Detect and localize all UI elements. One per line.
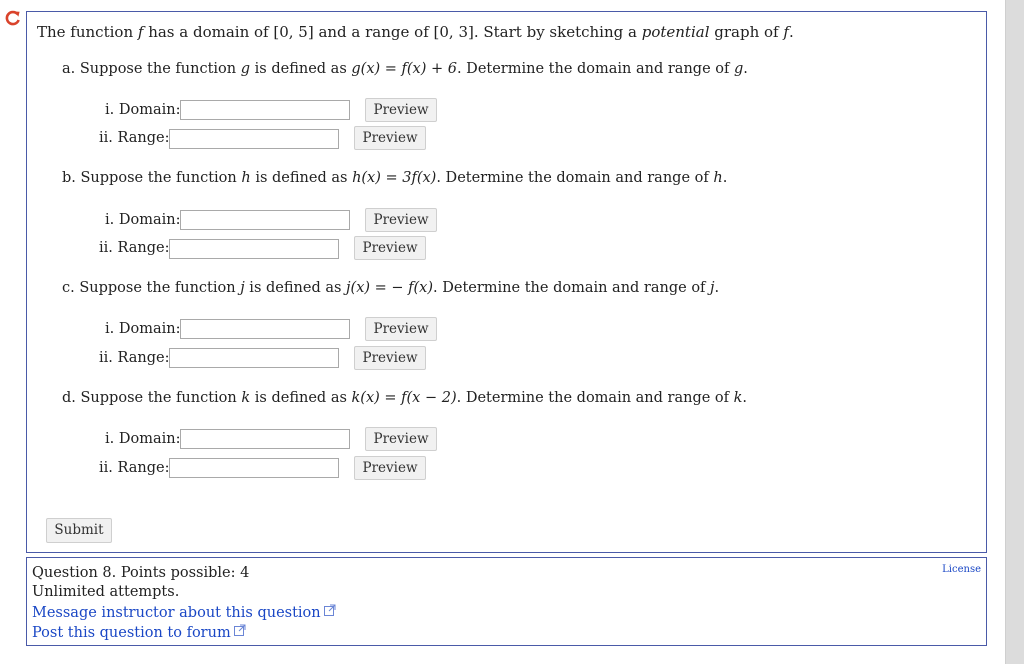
submit-button[interactable]: Submit	[46, 518, 112, 543]
part-a-domain-label: i. Domain:	[105, 102, 181, 118]
part-d-range-label: ii. Range:	[99, 460, 170, 476]
math-f: f	[137, 23, 144, 41]
refresh-icon[interactable]	[5, 10, 21, 26]
vertical-scrollbar[interactable]	[1005, 0, 1024, 664]
emphasis-potential: potential	[641, 23, 710, 41]
part-a-domain-input[interactable]	[180, 100, 350, 120]
part-b-domain-label: i. Domain:	[105, 212, 181, 228]
part-b-range-input[interactable]	[169, 239, 339, 259]
part-c-range-input[interactable]	[169, 348, 339, 368]
part-c-domain-preview-button[interactable]: Preview	[365, 317, 437, 341]
part-a-range-label: ii. Range:	[99, 130, 170, 146]
part-d-range-input[interactable]	[169, 458, 339, 478]
message-instructor-row	[32, 604, 336, 621]
part-c-domain-input[interactable]	[180, 319, 350, 339]
part-c-text: c. Suppose the function j is defined as j(x) = − f(x). Determine the domain and range of j.	[62, 280, 720, 296]
part-b-text: b. Suppose the function h is defined as h(x) = 3f(x). Determine the domain and range of h.	[62, 170, 728, 186]
post-forum-row	[32, 624, 246, 641]
math-f: f	[783, 23, 789, 41]
question-box	[26, 11, 987, 553]
part-a-domain-preview-button[interactable]: Preview	[365, 98, 437, 122]
part-c-domain-label: i. Domain:	[105, 321, 181, 337]
license-link[interactable]: License	[942, 564, 981, 575]
attempts-text: Unlimited attempts.	[32, 584, 180, 600]
part-c-range-label: ii. Range:	[99, 350, 170, 366]
question-info-box	[26, 557, 987, 646]
external-link-icon	[324, 604, 336, 616]
message-instructor-link[interactable]: Message instructor about this question	[32, 605, 321, 621]
part-d-domain-input[interactable]	[180, 429, 350, 449]
part-c-range-preview-button[interactable]: Preview	[354, 346, 426, 370]
question-intro: The function f has a domain of [0, 5] and a range of [0, 3]. Start by sketching a potential graph of f.	[37, 23, 794, 41]
part-a-text: a. Suppose the function g is defined as g(x) = f(x) + 6. Determine the domain and range of g.	[62, 61, 748, 77]
part-b-range-label: ii. Range:	[99, 240, 170, 256]
part-b-range-preview-button[interactable]: Preview	[354, 236, 426, 260]
part-d-domain-preview-button[interactable]: Preview	[365, 427, 437, 451]
part-a-range-input[interactable]	[169, 129, 339, 149]
part-a-range-preview-button[interactable]: Preview	[354, 126, 426, 150]
part-d-text: d. Suppose the function k is defined as k(x) = f(x − 2). Determine the domain and range of k.	[62, 390, 748, 406]
part-d-domain-label: i. Domain:	[105, 431, 181, 447]
part-d-range-preview-button[interactable]: Preview	[354, 456, 426, 480]
part-b-domain-input[interactable]	[180, 210, 350, 230]
points-possible-text: Question 8. Points possible: 4	[32, 565, 250, 581]
external-link-icon	[234, 624, 246, 636]
part-b-domain-preview-button[interactable]: Preview	[365, 208, 437, 232]
post-to-forum-link[interactable]: Post this question to forum	[32, 625, 231, 641]
